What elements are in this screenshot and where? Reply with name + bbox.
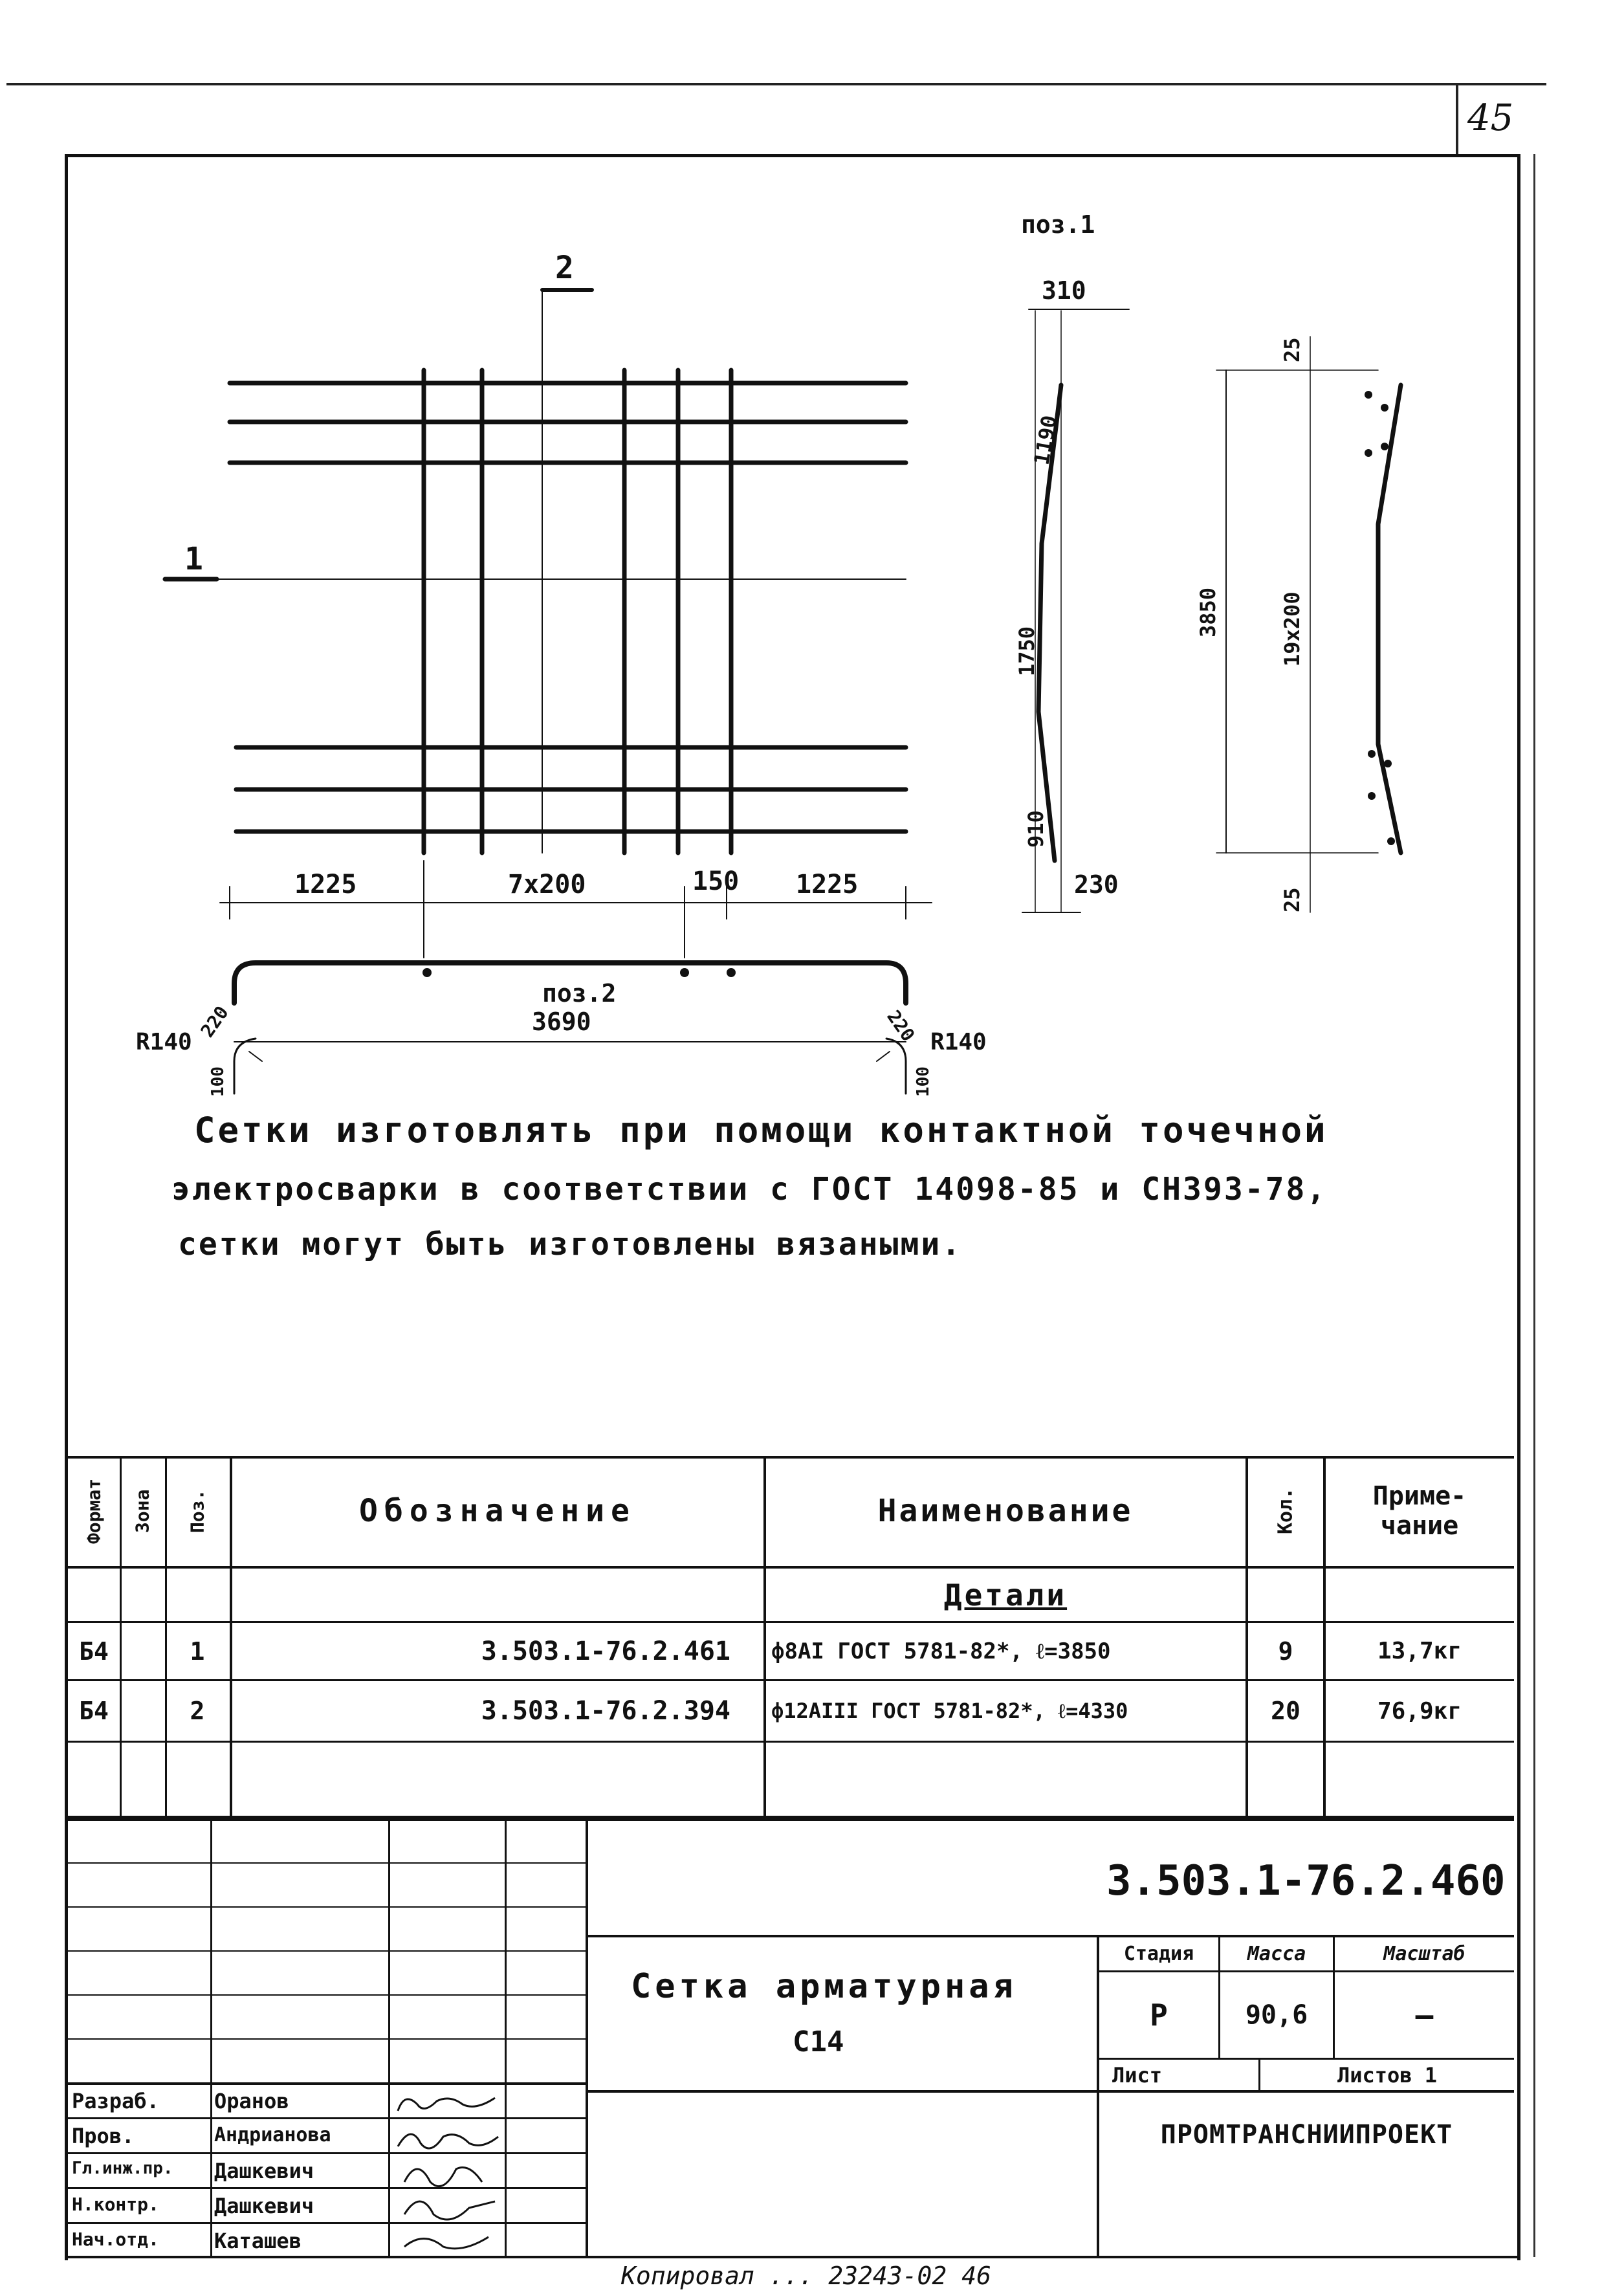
sig-role-1: Разраб. [72, 2089, 159, 2113]
spec-table [68, 1456, 1514, 1818]
header-designation: Обозначение [359, 1493, 636, 1529]
poz1-dim-seg1: 1190 [1029, 413, 1062, 467]
stage-label: Стадия [1123, 1943, 1194, 1965]
section-label-top: 2 [555, 250, 574, 286]
right-bar-profile [1378, 385, 1401, 853]
dim-1225-right: 1225 [796, 870, 859, 899]
radius-right: R140 [930, 1029, 987, 1055]
note-line-2: электросварки в соответствии с ГОСТ 14098-85 и СН393-78, [171, 1171, 1328, 1207]
sheets-label: Листов 1 [1337, 2062, 1438, 2088]
row2-name: ф12АIII ГОСТ 5781-82*, ℓ=4330 [771, 1699, 1128, 1723]
sig-name-1: Оранов [214, 2089, 289, 2113]
leg-left: 100 [208, 1066, 228, 1097]
sig-role-5: Нач.отд. [72, 2229, 159, 2250]
section-title-details: Детали [943, 1577, 1068, 1613]
mass-label: Масса [1247, 1943, 1306, 1965]
row1-pos: 1 [190, 1636, 205, 1666]
dim-7x200: 7x200 [508, 870, 586, 899]
scale-value: — [1415, 1998, 1434, 2033]
row1-note: 13,7кг [1377, 1638, 1462, 1664]
sig-name-4: Дашкевич [214, 2194, 314, 2218]
sig-role-2: Пров. [72, 2124, 135, 2148]
bottom-frame-line [65, 2256, 1517, 2258]
row1-name: ф8АI ГОСТ 5781-82*, ℓ=3850 [771, 1638, 1111, 1664]
stage-value: Р [1150, 1998, 1168, 2033]
handwritten-signatures [391, 2085, 505, 2257]
mass-value: 90,6 [1245, 2000, 1308, 2030]
bend-left: 220 [196, 1002, 233, 1042]
organization: ПРОМТРАНСНИИПРОЕКТ [1160, 2120, 1453, 2150]
row2-format: Б4 [79, 1697, 109, 1725]
sig-name-2: Андрианова [214, 2124, 331, 2146]
row1-qty: 9 [1278, 1636, 1293, 1666]
header-pos: Поз. [186, 1489, 208, 1533]
sig-name-3: Дашкевич [214, 2159, 314, 2183]
sig-role-4: Н.контр. [72, 2194, 159, 2215]
poz1-dim-seg3: 910 [1024, 810, 1048, 848]
right-dim-top: 25 [1280, 337, 1304, 362]
header-qty: Кол. [1274, 1487, 1297, 1535]
header-name: Наименование [877, 1493, 1134, 1529]
sheet-number: 45 [1467, 97, 1514, 139]
sig-name-5: Каташев [214, 2229, 302, 2253]
sig-role-3: Гл.инж.пр. [72, 2159, 173, 2178]
row2-note: 76,9кг [1377, 1697, 1462, 1725]
right-dim-pitch: 19x200 [1280, 591, 1304, 667]
right-dim-bottom: 25 [1280, 887, 1304, 912]
header-note: Приме-чание [1372, 1481, 1467, 1541]
row2-qty: 20 [1271, 1697, 1300, 1725]
poz1-dim-bottom: 230 [1074, 870, 1119, 899]
row1-designation: 3.503.1-76.2.461 [481, 1636, 730, 1666]
section-label-left: 1 [184, 541, 203, 577]
row2-pos: 2 [190, 1697, 205, 1725]
scale-label: Масштаб [1383, 1943, 1465, 1965]
poz1-dim-seg2: 1750 [1015, 626, 1039, 676]
title-line-1: Сетка арматурная [631, 1967, 1017, 2006]
dim-1225-left: 1225 [294, 870, 357, 899]
row2-designation: 3.503.1-76.2.394 [481, 1696, 730, 1726]
footer-text: Копировал ... 23243-02 46 [621, 2262, 991, 2290]
title-block [68, 1818, 1514, 2257]
note-line-3: сетки могут быть изготовлены вязаными. [178, 1226, 963, 1262]
bend-right: 220 [883, 1006, 919, 1046]
poz2-length: 3690 [532, 1008, 591, 1036]
row1-format: Б4 [79, 1636, 109, 1666]
note-line-1: Сетки изготовлять при помощи контактной точечной [194, 1110, 1328, 1151]
radius-left: R140 [136, 1029, 192, 1055]
poz1-dim-top: 310 [1042, 276, 1086, 305]
sheet-label: Лист [1112, 2062, 1163, 2088]
header-zone: Зона [131, 1489, 153, 1533]
leg-right: 100 [914, 1066, 933, 1097]
header-format: Формат [83, 1478, 105, 1544]
dim-150: 150 [692, 866, 740, 896]
poz1-label: поз.1 [1021, 210, 1095, 239]
title-line-2: С14 [793, 2025, 844, 2058]
document-code: 3.503.1-76.2.460 [1106, 1857, 1506, 1905]
right-dim-total: 3850 [1196, 587, 1220, 637]
poz2-label: поз.2 [542, 979, 617, 1008]
